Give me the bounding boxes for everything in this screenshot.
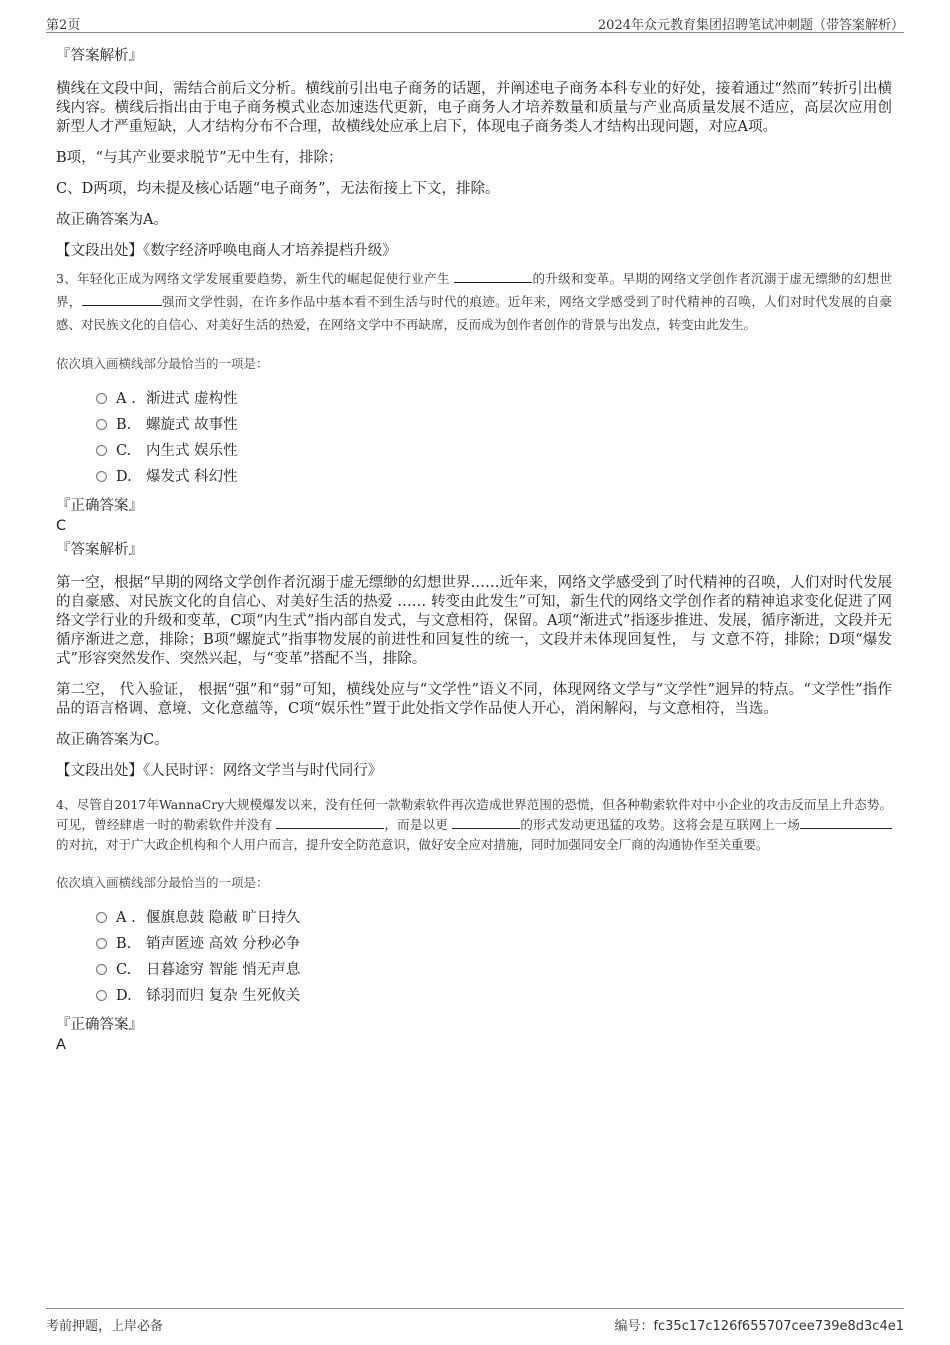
correct-answer-label: 『正确答案』 <box>56 1017 143 1033</box>
option-b[interactable]: B. 螺旋式 故事性 <box>96 412 892 438</box>
page-header <box>46 12 904 33</box>
answer-blank <box>454 270 532 283</box>
answer-conclusion: 故正确答案为C。 <box>56 732 169 748</box>
radio-button[interactable] <box>96 964 107 975</box>
passage-source: 【文段出处】《数字经济呼唤电商人才培养提档升级》 <box>56 243 397 259</box>
analysis-paragraph: 第二空， 代入验证， 根据“强”和“弱”可知，横线处应与“文学性”语义不同，体现网络文学与“文学性”迥异的特点。“文学性”指作品的语言格调、意境、文化意蕴等，C项“娱乐性”置于此处指文学作品使人开心，消闲解闷，与文意相符，当选。 <box>56 682 892 717</box>
question-stem: 3、年轻化正成为网络文学发展重要趋势，新生代的崛起促使行业产生 的升级和变革。早期的网络文学创作者沉溺于虚无缥缈的幻想世界， 强而文学性弱，在许多作品中基本看不到生活与时代的痕迹。近年来，网络文学感受到了时代精神的召唤，人们对时代发展的自豪感、对民族文化的自信心、对美好生活的热爱，在网络文学中不再缺席，反而成为创作者创作的背景与出发点，转变由此发生。 <box>56 271 892 332</box>
question-stem: 4、尽管自2017年WannaCry大规模爆发以来，没有任何一款勒索软件再次造成世界范围的恐慌，但各种勒索软件对中小企业的攻击反而呈上升态势。可见，曾经肆虐一时的勒索软件并没有 ，而是以更 的形式发动更迅猛的攻势。这将会是互联网上一场的对抗，对于广大政企机构和个人用户而言，提升安全防范意识，做好安全应对措施，同时加强同安全厂商的沟通协作至关重要。 <box>56 797 892 852</box>
option-d[interactable]: D. 爆发式 科幻性 <box>96 464 892 490</box>
radio-button[interactable] <box>96 912 107 923</box>
document-title: 2024年众元教育集团招聘笔试冲刺题（带答案解析） <box>597 18 904 33</box>
page-number: 第2页 <box>46 18 81 33</box>
footer-slogan: 考前押题，上岸必备 <box>46 1319 164 1334</box>
question-instruction: 依次填入画横线部分最恰当的一项是： <box>56 356 269 371</box>
option-c[interactable]: C. 日暮途穷 智能 悄无声息 <box>96 957 892 983</box>
option-c[interactable]: C. 内生式 娱乐性 <box>96 438 892 464</box>
option-a[interactable]: A . 偃旗息鼓 隐蔽 旷日持久 <box>96 905 892 931</box>
answer-conclusion: 故正确答案为A。 <box>56 212 168 228</box>
page-content <box>56 46 892 1059</box>
option-b[interactable]: B. 销声匿迹 高效 分秒必争 <box>96 931 892 957</box>
analysis-paragraph: B项，“与其产业要求脱节”无中生有，排除； <box>56 150 343 166</box>
analysis-label: 『答案解析』 <box>56 542 143 558</box>
option-list <box>96 905 892 1009</box>
answer-blank <box>452 816 520 829</box>
correct-answer-label: 『正确答案』 <box>56 498 143 514</box>
radio-button[interactable] <box>96 419 107 430</box>
radio-button[interactable] <box>96 393 107 404</box>
option-d[interactable]: D. 铩羽而归 复杂 生死攸关 <box>96 983 892 1009</box>
question-4 <box>56 795 892 1055</box>
page-footer <box>46 1308 904 1334</box>
question-instruction: 依次填入画横线部分最恰当的一项是： <box>56 875 269 890</box>
answer-blank <box>82 293 162 306</box>
analysis-paragraph: 横线在文段中间，需结合前后文分析。横线前引出电子商务的话题，并阐述电子商务本科专业的好处，接着通过“然而”转折引出横线内容。横线后指出由于电子商务模式业态加速迭代更新，电子商务人才培养数量和质量与产业高质量发展不适应，高层次应用创新型人才严重短缺，人才结构分布不合理，故横线处应承上启下，体现电子商务类人才结构出现问题，对应A项。 <box>56 81 892 135</box>
answer-blank <box>276 816 384 829</box>
passage-source: 【文段出处】《人民时评：网络文学当与时代同行》 <box>56 763 383 779</box>
correct-answer: A <box>56 1037 66 1053</box>
radio-button[interactable] <box>96 445 107 456</box>
radio-button[interactable] <box>96 471 107 482</box>
analysis-paragraph: C、D两项，均未提及核心话题“电子商务”，无法衔接上下文，排除。 <box>56 181 500 197</box>
radio-button[interactable] <box>96 938 107 949</box>
answer-blank <box>800 816 892 829</box>
analysis-paragraph: 第一空，根据“早期的网络文学创作者沉溺于虚无缥缈的幻想世界……近年来，网络文学感受到了时代精神的召唤，人们对时代发展的自豪感、对民族文化的自信心、对美好生活的热爱 …… 转变由此发生”可知，新生代的网络文学创作者的精神追求变化促进了网络文学行业的升级和变革，C项“内生式”指内部自发式，与文意相符，保留。A项“渐进式”指逐步推进、发展，循序渐进，文段并无循序渐进之意，排除；B项“螺旋式”指事物发展的前进性和回复性的统一，文段并未体现回复性， 与 文意不符，排除；D项“爆发式”形容突然发作、突然兴起，与“变革”搭配不当，排除。 <box>56 575 892 667</box>
analysis-label: 『答案解析』 <box>56 48 143 64</box>
radio-button[interactable] <box>96 990 107 1001</box>
document-code: 编号：fc35c17c126f655707cee739e8d3c4e1 <box>614 1319 904 1334</box>
question-3 <box>56 267 892 781</box>
q2-analysis-section <box>56 46 892 261</box>
option-a[interactable]: A . 渐进式 虚构性 <box>96 386 892 412</box>
option-list <box>96 386 892 490</box>
correct-answer: C <box>56 518 67 534</box>
